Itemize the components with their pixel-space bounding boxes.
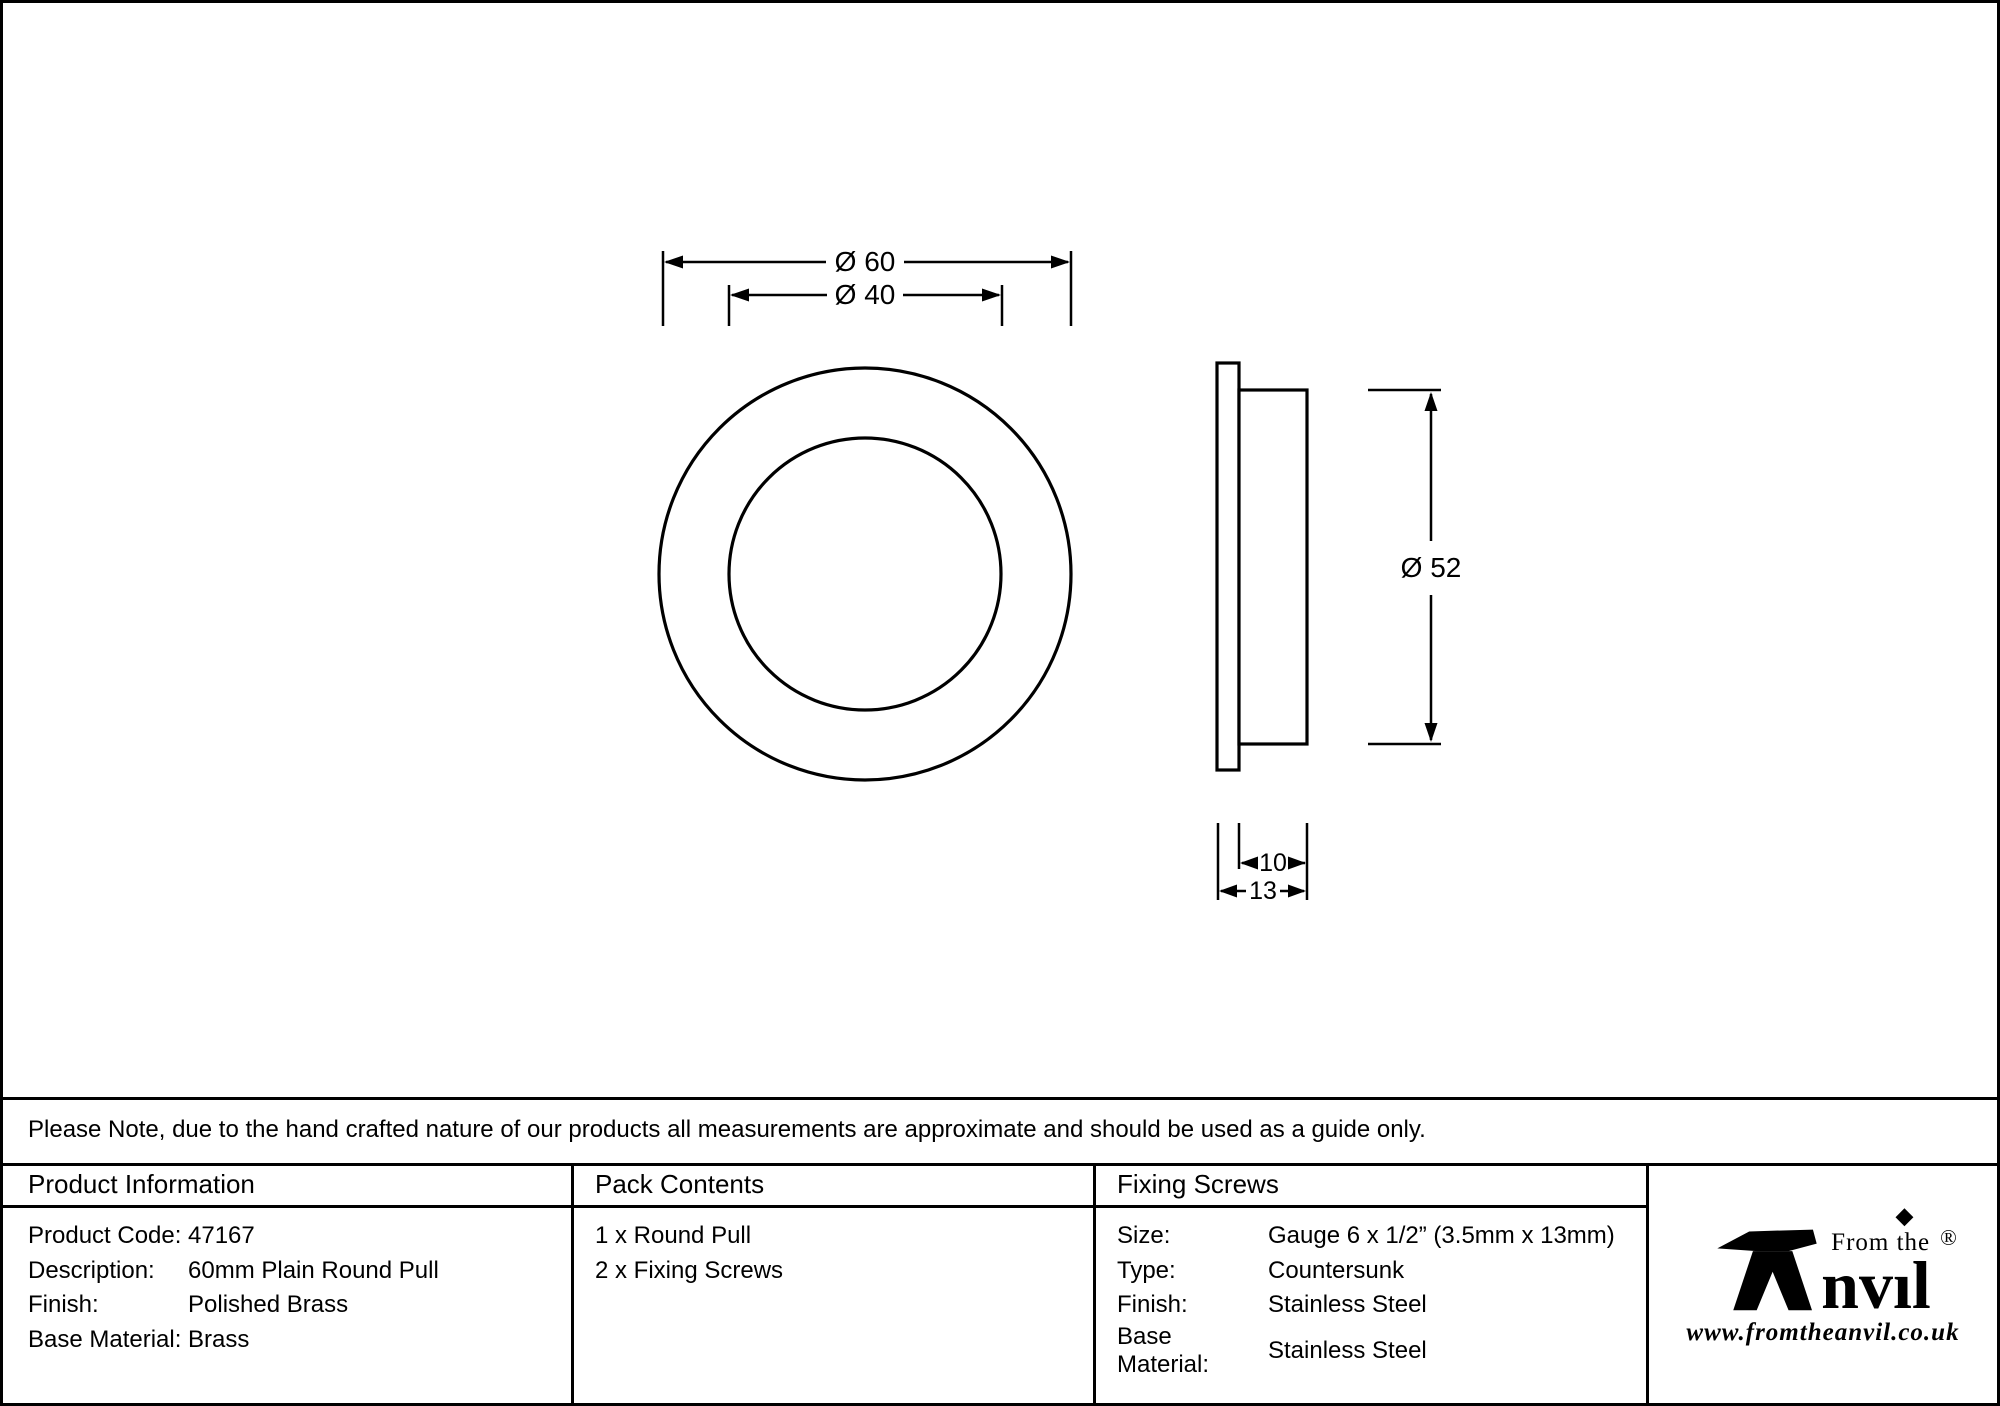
diamond-icon: ◆ [1896, 1203, 1913, 1229]
arrow-left-icon [1240, 857, 1258, 870]
brand-letters: l [1911, 1247, 1931, 1324]
table-row [1117, 1254, 1637, 1289]
row-label: Size: [1117, 1222, 1171, 1250]
arrow-right-icon [982, 289, 1001, 302]
list-item-text: 2 x Fixing Screws [595, 1256, 784, 1284]
pack-contents-list [595, 1219, 1075, 1288]
anvil-icon [1715, 1223, 1819, 1313]
row-value: Polished Brass [188, 1291, 349, 1319]
row-label: Base Material: [1117, 1322, 1210, 1378]
logo-block [1715, 1203, 1957, 1324]
brand-i [1893, 1203, 1913, 1324]
arrow-down-icon [1425, 723, 1438, 742]
table-row [28, 1219, 558, 1254]
arrow-left-icon [730, 289, 749, 302]
table-row [28, 1288, 558, 1323]
arrow-right-icon [1288, 857, 1306, 870]
side-view-flange [1217, 363, 1239, 770]
arrow-right-icon [1051, 256, 1070, 269]
arrow-right-icon [1288, 885, 1306, 898]
row-label: Base Material: [28, 1325, 182, 1353]
note-text: Please Note, due to the hand crafted nature of our products all measurements are approximate and should be used as a guide only. [28, 1116, 1426, 1143]
row-value: 60mm Plain Round Pull [188, 1256, 439, 1284]
row-label: Product Code: [28, 1222, 182, 1250]
front-view-outer-circle [659, 368, 1071, 780]
table-header-divider [3, 1205, 1648, 1208]
fixing-screws-title: Fixing Screws [1117, 1168, 1279, 1199]
brand-logo [1649, 1166, 1997, 1403]
row-label: Description: [28, 1256, 155, 1284]
fixing-screws-table [1117, 1219, 1637, 1378]
row-value: 47167 [188, 1222, 255, 1250]
dim-label-outer: Ø 60 [834, 246, 896, 277]
table-column-divider [571, 1163, 574, 1403]
table-row [1117, 1288, 1637, 1323]
list-item [595, 1219, 1075, 1254]
arrow-up-icon [1425, 392, 1438, 411]
row-value: Gauge 6 x 1/2” (3.5mm x 13mm) [1268, 1222, 1615, 1250]
logo-tagline: From the [1831, 1229, 1931, 1257]
row-label: Type: [1117, 1256, 1176, 1284]
front-view-inner-circle [729, 438, 1001, 710]
table-column-divider [1093, 1163, 1096, 1403]
row-value: Brass [188, 1325, 250, 1353]
row-value: Stainless Steel [1268, 1291, 1427, 1319]
row-label: Finish: [1117, 1291, 1188, 1319]
row-value: Stainless Steel [1268, 1336, 1427, 1364]
logo-text [1821, 1203, 1957, 1324]
brand-i-base: ı [1893, 1247, 1912, 1324]
measurement-note [3, 1097, 1997, 1163]
row-value: Countersunk [1268, 1256, 1405, 1284]
side-view-body [1239, 390, 1307, 744]
table-row [1117, 1219, 1637, 1254]
dim-label-side-height: Ø 52 [1400, 552, 1462, 583]
pack-contents-title: Pack Contents [595, 1168, 765, 1199]
dim-label-depth-inner: 10 [1259, 849, 1287, 877]
logo-website: www.fromtheanvil.co.uk [1686, 1318, 1960, 1346]
dim-label-inner: Ø 40 [834, 279, 896, 310]
arrow-left-icon [1219, 885, 1237, 898]
row-label: Finish: [28, 1291, 99, 1319]
product-information-table [28, 1219, 558, 1357]
technical-drawing [3, 3, 1997, 1097]
brand-letters: nv [1821, 1247, 1893, 1324]
list-item [595, 1254, 1075, 1289]
list-item-text: 1 x Round Pull [595, 1222, 752, 1250]
table-row [28, 1323, 558, 1358]
table-row [28, 1254, 558, 1289]
arrow-left-icon [664, 256, 683, 269]
table-row [1117, 1322, 1637, 1378]
registered-mark: ® [1940, 1225, 1957, 1251]
dim-label-depth-total: 13 [1249, 877, 1277, 905]
product-information-title: Product Information [28, 1168, 255, 1199]
